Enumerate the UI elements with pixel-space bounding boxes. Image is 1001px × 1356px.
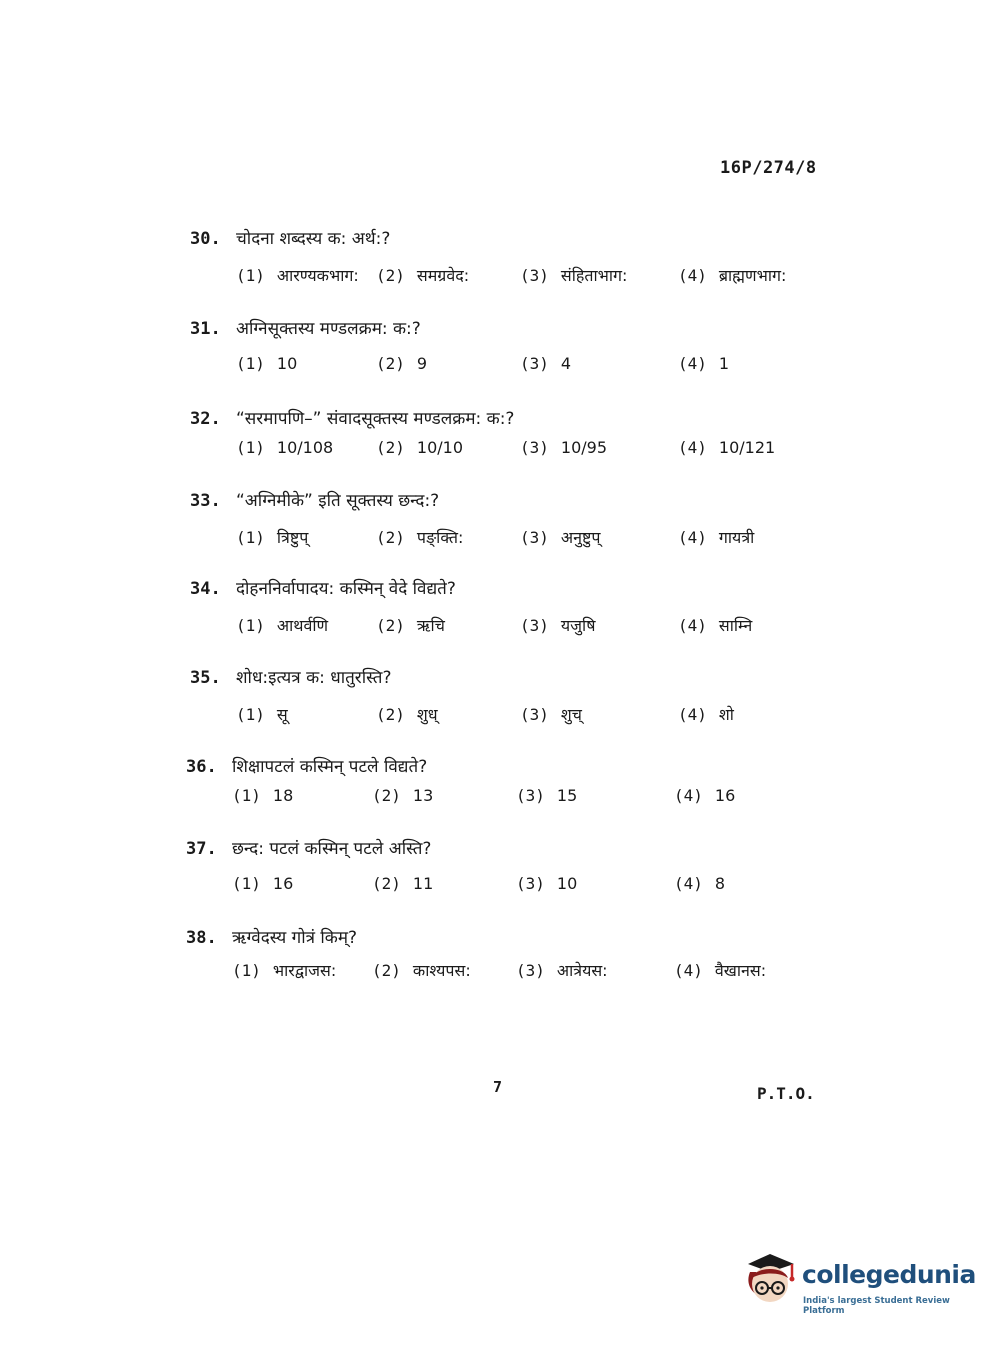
options [186,959,886,985]
option-1: (1) 18 [232,786,294,805]
option-3: (3) संहिताभाग: [520,266,628,285]
options [190,526,890,552]
option-4: (4) ब्राह्मणभाग: [678,266,787,285]
option-4: (4) 16 [674,786,736,805]
question-text: शोध:इत्यत्र क: धातुरस्ति? [236,668,392,688]
option-1: (1) आरण्यकभाग: [236,266,359,285]
option-3: (3) आत्रेयस: [516,961,608,980]
option-3: (3) 4 [520,354,572,373]
option-2: (2) ऋचि [376,616,445,635]
option-2: (2) 9 [376,354,428,373]
option-4: (4) साम्नि [678,616,753,635]
option-2: (2) 10/10 [376,438,464,457]
options [186,874,886,900]
option-4: (4) 1 [678,354,730,373]
question-number: 30. [190,229,221,249]
option-1: (1) भारद्वाजस: [232,961,337,980]
question-32 [190,406,890,464]
option-3: (3) शुच् [520,705,582,724]
option-2: (2) समग्रवेद: [376,266,470,285]
options [190,703,890,729]
question-number: 38. [186,928,217,948]
option-1: (1) त्रिष्टुप् [236,528,309,547]
option-1: (1) 10/108 [236,438,334,457]
options [190,438,890,464]
option-4: (4) वैखानस: [674,961,767,980]
question-text: ऋग्वेदस्य गोत्रं किम्? [232,928,358,948]
options [190,614,890,640]
paper-code: 16P/274/8 [720,158,817,178]
option-1: (1) 16 [232,874,294,893]
question-33 [190,488,890,552]
option-3: (3) यजुषि [520,616,596,635]
option-4: (4) 10/121 [678,438,776,457]
collegedunia-logo[interactable] [740,1250,976,1316]
option-4: (4) गायत्री [678,528,755,547]
option-3: (3) 15 [516,786,578,805]
option-4: (4) 8 [674,874,726,893]
question-number: 33. [190,491,221,511]
question-text: छन्द: पटलं कस्मिन् पटले अस्ति? [232,839,432,859]
option-2: (2) पङ्क्ति: [376,528,464,547]
logo-wordmark: collegedunia [802,1260,976,1289]
page-number: 7 [493,1078,503,1096]
options [186,786,886,812]
question-number: 35. [190,668,221,688]
question-number: 37. [186,839,217,859]
option-2: (2) 13 [372,786,434,805]
pto-label: P.T.O. [757,1084,815,1103]
question-34 [190,576,890,640]
question-text: शिक्षापटलं कस्मिन् पटले विद्यते? [232,757,428,777]
question-number: 34. [190,579,221,599]
option-2: (2) शुध् [376,705,438,724]
option-4: (4) शो [678,705,734,724]
question-38 [186,925,886,985]
option-1: (1) सू [236,705,288,724]
question-text: अग्निसूक्तस्य मण्डलक्रम: क:? [236,319,421,339]
question-number: 36. [186,757,217,777]
question-text: चोदना शब्दस्य क: अर्थ:? [236,229,391,249]
option-1: (1) 10 [236,354,298,373]
option-3: (3) 10 [516,874,578,893]
logo-tagline: India's largest Student Review Platform [803,1296,950,1316]
question-text: “अग्निमीके” इति सूक्तस्य छन्द:? [236,491,440,511]
option-2: (2) 11 [372,874,434,893]
question-36 [186,754,886,812]
student-mascot-icon [740,1250,800,1310]
options [190,354,890,380]
question-text: दोहननिर्वापादय: कस्मिन् वेदे विद्यते? [236,579,456,599]
question-number: 31. [190,319,221,339]
question-text: “सरमापणि–” संवादसूक्तस्य मण्डलक्रम: क:? [236,409,515,429]
question-30 [190,226,890,290]
option-3: (3) अनुष्टुप् [520,528,601,547]
options [190,264,890,290]
option-2: (2) काश्यपस: [372,961,471,980]
question-31 [190,316,890,380]
option-1: (1) आथर्वणि [236,616,329,635]
question-35 [190,665,890,729]
question-37 [186,836,886,900]
question-number: 32. [190,409,221,429]
option-3: (3) 10/95 [520,438,608,457]
